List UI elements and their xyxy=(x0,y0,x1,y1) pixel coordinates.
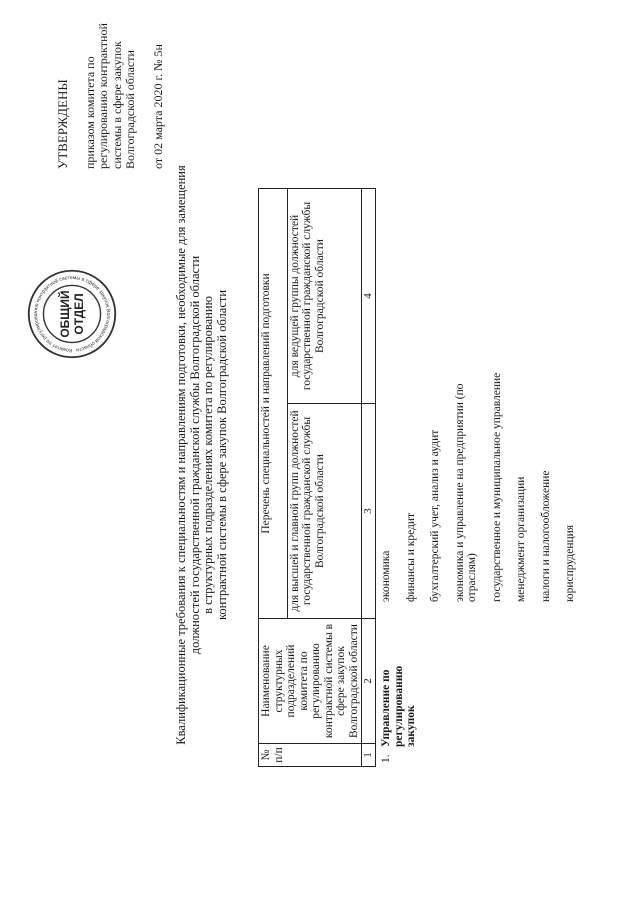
round-stamp-icon xyxy=(26,268,118,360)
stamp-ring-text: Комитет по регулированию контрактной системы в сфере закупок Волгоградской области xyxy=(33,275,111,353)
list-item: налоги и налогообложение xyxy=(539,470,552,602)
list-item: экономика xyxy=(380,550,392,602)
approval-line: регулированию контрактной xyxy=(96,23,110,169)
header-sub-higher: для высшей и главной групп должностей государственной гражданской службы Волгоградской области xyxy=(287,404,362,619)
table-header-row xyxy=(259,189,288,767)
header-sub-leading: для ведущей группы должностей государственной гражданской службы Волгоградской области xyxy=(287,189,362,404)
approval-line: приказом комитета по xyxy=(82,56,97,169)
header-group: Перечень специальностей и направлений подготовки xyxy=(259,189,288,619)
approval-line: системы в сфере закупок xyxy=(109,41,124,169)
approval-date: от 02 марта 2020 г. № 5н xyxy=(150,44,165,169)
list-item: бухгалтерский учет, анализ и аудит xyxy=(429,429,441,602)
col-number: 3 xyxy=(362,404,376,619)
title-line: должностей государственной гражданской службы Волгоградской области xyxy=(187,255,202,655)
approval-block xyxy=(56,19,165,169)
approval-heading: УТВЕРЖДЕНЫ xyxy=(55,79,70,169)
table-number-row xyxy=(362,189,376,767)
list-item: государственное и муниципальное управление xyxy=(490,372,503,602)
stamp-text-top: ОБЩИЙ xyxy=(58,290,73,338)
header-name: Наименование структурных подразделений комитета по регулированию контрактной системы в сфере закупок Волгоградской области xyxy=(259,619,362,744)
stamp-text-bottom: ОТДЕЛ xyxy=(72,293,87,335)
row-department-name: Управление по регулированию закупок xyxy=(380,665,417,747)
col-number: 4 xyxy=(362,189,376,404)
list-item: финансы и кредит xyxy=(404,512,417,602)
approval-line: Волгоградской области xyxy=(123,50,137,169)
col-number: 1 xyxy=(362,744,376,767)
row-number: 1. xyxy=(380,754,392,763)
title-line: в структурных подразделениях комитета по регулированию xyxy=(201,296,215,614)
list-item: менеджмент организации xyxy=(515,476,527,602)
specialty-list xyxy=(380,372,589,602)
title-line: контрактной системы в сфере закупок Волгоградской области xyxy=(214,289,229,621)
title-line: Квалификационные требования к специальностям и направлениям подготовки, необходимые для замещения xyxy=(174,165,188,745)
header-num: № п/п xyxy=(259,744,362,767)
list-item: юриспруденция xyxy=(564,524,576,602)
requirements-table xyxy=(258,188,376,767)
list-item: экономика и управление на предприятии (по отраслям) xyxy=(453,383,478,602)
document-title xyxy=(175,140,229,770)
col-number: 2 xyxy=(362,619,376,744)
